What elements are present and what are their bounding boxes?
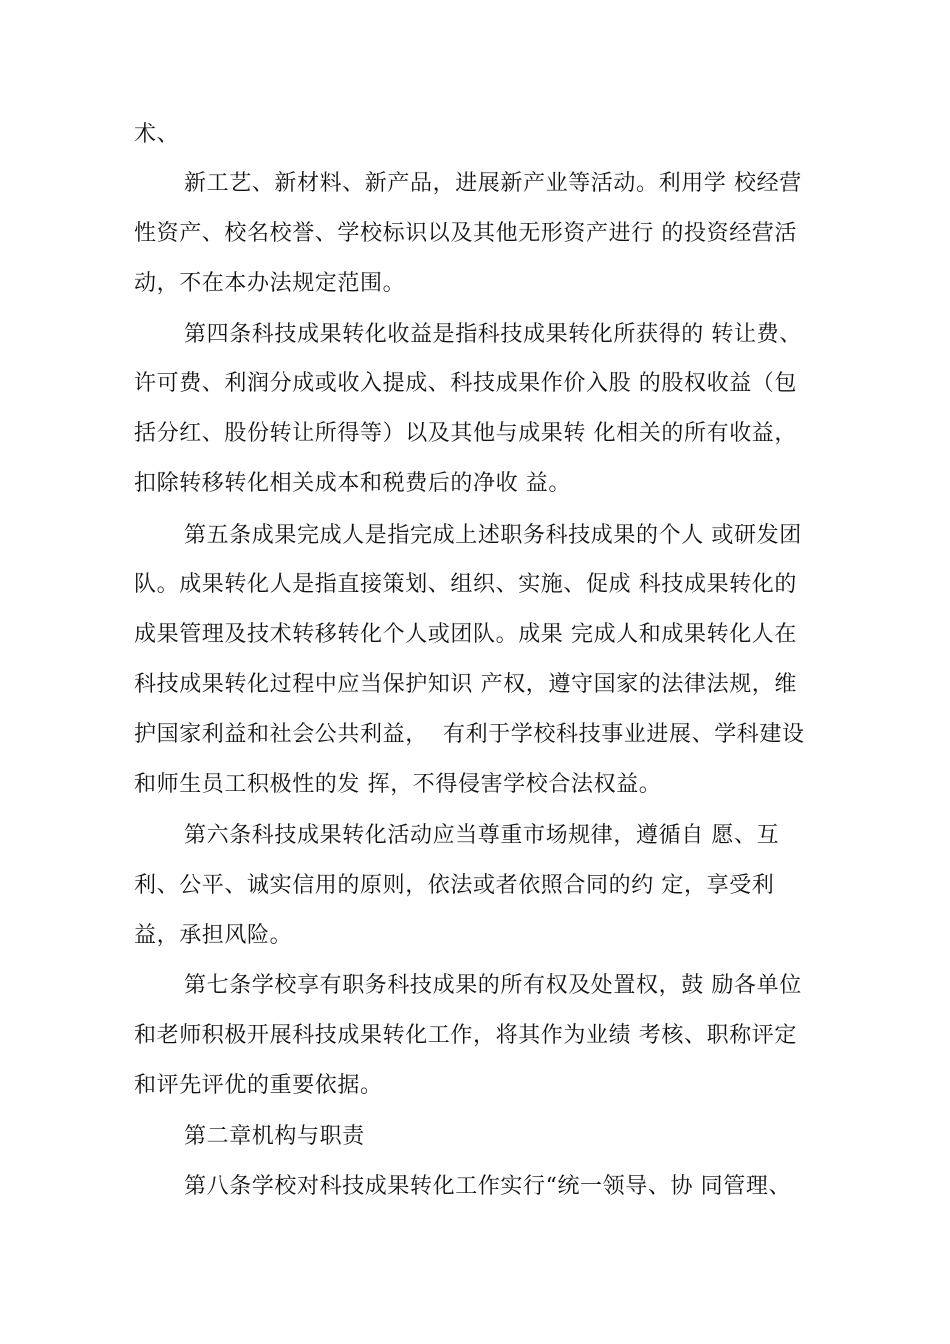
text-line: 第五条成果完成人是指完成上述职务科技成果的个人 或研发团 (184, 523, 802, 548)
text-line: 利、公平、诚实信用的原则，依法或者依照合同的约 定，享受利 (134, 873, 775, 898)
text-line: 护国家利益和社会公共利益， 有利于学校科技事业进展、学科建设 (134, 722, 805, 747)
text-line: 动，不在本办法规定范围。 (134, 271, 406, 296)
text-line: 扣除转移转化相关成本和税费后的净收 益。 (134, 471, 571, 496)
text-line: 第八条学校对科技成果转化工作实行“统一领导、协 同管理、 (184, 1174, 792, 1199)
chapter-heading: 第二章机构与职责 (184, 1124, 365, 1149)
text-line: 许可费、利润分成或收入提成、科技成果作价入股 的股权收益（包 (134, 371, 797, 396)
text-line: 队。成果转化人是指直接策划、组织、实施、促成 科技成果转化的 (134, 572, 797, 597)
text-line: 和老师积极开展科技成果转化工作，将其作为业绩 考核、职称评定 (134, 1023, 797, 1048)
text-line: 第四条科技成果转化收益是指科技成果转化所获得的 转让费、 (184, 322, 802, 347)
text-line: 科技成果转化过程中应当保护知识 产权，遵守国家的法律法规，维 (134, 672, 797, 697)
text-line: 第六条科技成果转化活动应当尊重市场规律，遵循自 愿、互 (184, 823, 780, 848)
text-line: 术、 (134, 122, 180, 147)
text-line: 第七条学校享有职务科技成果的所有权及处置权，鼓 励各单位 (184, 973, 802, 998)
text-line: 和评先评优的重要依据。 (134, 1073, 383, 1098)
text-line: 和师生员工积极性的发 挥，不得侵害学校合法权益。 (134, 772, 662, 797)
text-line: 括分红、股份转让所得等）以及其他与成果转 化相关的所有收益， (134, 421, 797, 446)
text-line: 成果管理及技术转移转化个人或团队。成果 完成人和成果转化人在 (134, 622, 797, 647)
text-line: 性资产、校名校誉、学校标识以及其他无形资产进行 的投资经营活 (134, 221, 797, 246)
text-line: 益，承担风险。 (134, 923, 293, 948)
text-line: 新工艺、新材料、新产品，进展新产业等活动。利用学 校经营 (184, 171, 802, 196)
